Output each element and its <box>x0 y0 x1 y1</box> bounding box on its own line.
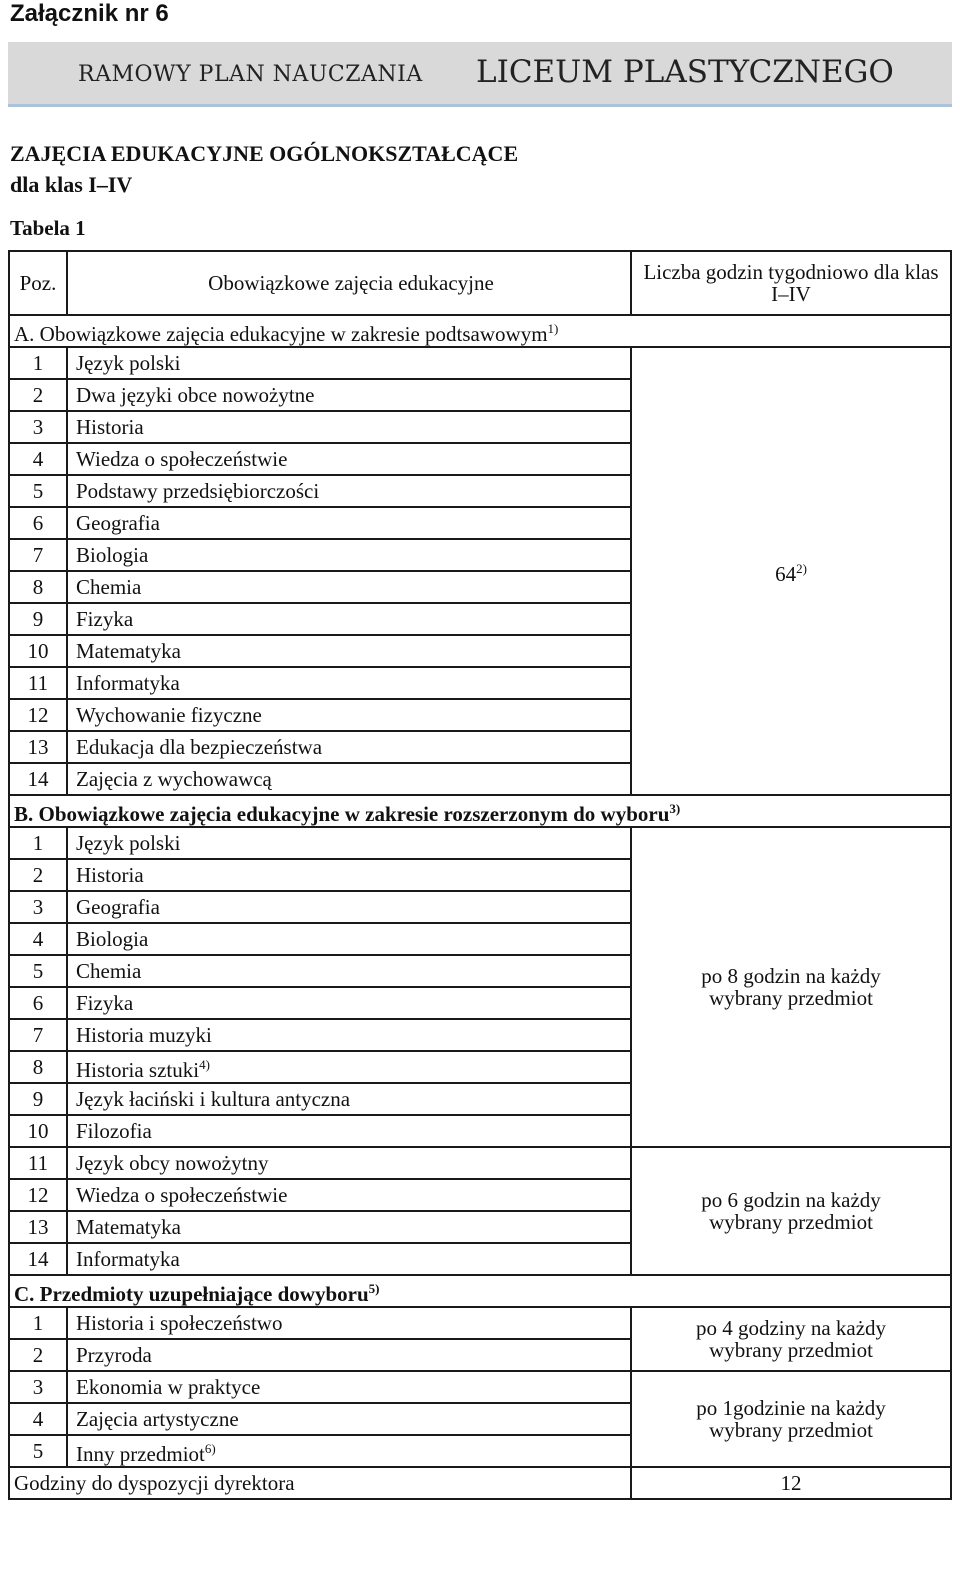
subject-label: Biologia <box>76 543 149 567</box>
table-row <box>9 1307 951 1339</box>
subject-label: Język polski <box>76 351 181 375</box>
row-number: 11 <box>9 1147 67 1179</box>
subject-name <box>67 1211 631 1243</box>
hours-c2 <box>631 1371 951 1467</box>
subject-label: Dwa języki obce nowożytne <box>76 383 315 407</box>
banner-left-text: RAMOWY PLAN NAUCZANIA <box>78 62 423 87</box>
subject-label: Biologia <box>76 927 149 951</box>
heading-line-1: ZAJĘCIA EDUKACYJNE OGÓLNOKSZTAŁCĄCE <box>10 141 519 166</box>
hours-a <box>631 347 951 795</box>
subject-name <box>67 1403 631 1435</box>
subject-label: Matematyka <box>76 639 181 663</box>
subject-name <box>67 603 631 635</box>
row-number: 12 <box>9 699 67 731</box>
footer-label: Godziny do dyspozycji dyrektora <box>9 1467 631 1499</box>
subject-label: Historia sztuki <box>76 1057 200 1082</box>
table-label: Tabela 1 <box>10 216 86 240</box>
section-title-text: C. Przedmioty uzupełniające dowyboru <box>14 1281 369 1306</box>
subject-label: Wiedza o społeczeństwie <box>76 1183 288 1207</box>
subject-name <box>67 1051 631 1083</box>
row-number: 8 <box>9 1051 67 1083</box>
row-number: 9 <box>9 603 67 635</box>
hours-c2-text: po 1godzinie na każdy wybrany przedmiot <box>696 1396 886 1442</box>
row-number: 9 <box>9 1083 67 1115</box>
subject-name <box>67 635 631 667</box>
row-number: 4 <box>9 923 67 955</box>
subject-label: Matematyka <box>76 1215 181 1239</box>
subject-note: 4) <box>199 1056 210 1072</box>
subject-name <box>67 411 631 443</box>
attachment-title: Załącznik nr 6 <box>10 0 169 27</box>
subject-label: Inny przedmiot <box>76 1441 205 1466</box>
subject-label: Informatyka <box>76 1247 180 1271</box>
row-number: 3 <box>9 411 67 443</box>
subject-name <box>67 667 631 699</box>
subject-note: 6) <box>204 1440 216 1456</box>
footer-row <box>9 1467 951 1499</box>
subject-name <box>67 443 631 475</box>
subject-name <box>67 1307 631 1339</box>
subject-name <box>67 379 631 411</box>
subject-name <box>67 507 631 539</box>
row-number: 8 <box>9 571 67 603</box>
row-number: 2 <box>9 859 67 891</box>
hours-c1 <box>631 1307 951 1371</box>
section-note: 1) <box>547 320 559 336</box>
table-row <box>9 827 951 859</box>
subject-label: Podstawy przedsiębiorczości <box>76 479 320 503</box>
subject-label: Ekonomia w praktyce <box>76 1375 261 1399</box>
header-hours: Liczba godzin tygodniowo dla klas I–IV <box>631 251 951 315</box>
subject-label: Wiedza o społeczeństwie <box>76 447 288 471</box>
section-title-a <box>9 315 951 347</box>
subject-name <box>67 539 631 571</box>
subject-label: Informatyka <box>76 671 180 695</box>
plan-banner <box>8 42 952 107</box>
row-number: 4 <box>9 443 67 475</box>
subject-label: Chemia <box>76 575 142 599</box>
subject-label: Fizyka <box>76 991 134 1015</box>
table-row <box>9 1371 951 1403</box>
subject-label: Historia i społeczeństwo <box>76 1311 283 1335</box>
row-number: 5 <box>9 1435 67 1467</box>
subject-name <box>67 955 631 987</box>
section-title-text: A. Obowiązkowe zajęcia edukacyjne w zakresie podtsawowym <box>14 321 548 346</box>
subject-name <box>67 699 631 731</box>
subject-label: Zajęcia z wychowawcą <box>76 767 272 791</box>
banner-right-text: LICEUM PLASTYCZNEGO <box>476 54 894 90</box>
row-number: 7 <box>9 1019 67 1051</box>
subject-name <box>67 1339 631 1371</box>
heading-line-2: dla klas I–IV <box>10 172 133 197</box>
row-number: 3 <box>9 1371 67 1403</box>
subject-name <box>67 1243 631 1275</box>
row-number: 12 <box>9 1179 67 1211</box>
table-row <box>9 1147 951 1179</box>
subject-name <box>67 891 631 923</box>
row-number: 14 <box>9 1243 67 1275</box>
subject-name <box>67 1019 631 1051</box>
hours-a-text: 64 <box>775 561 797 586</box>
curriculum-table <box>8 250 952 1500</box>
subject-label: Historia <box>76 863 144 887</box>
subject-label: Zajęcia artystyczne <box>76 1407 239 1431</box>
section-row-c <box>9 1275 951 1307</box>
row-number: 11 <box>9 667 67 699</box>
header-subjects: Obowiązkowe zajęcia edukacyjne <box>67 251 631 315</box>
row-number: 2 <box>9 379 67 411</box>
subject-label: Geografia <box>76 895 160 919</box>
section-title-text: B. Obowiązkowe zajęcia edukacyjne w zakresie rozszerzonym do wyboru <box>14 801 670 826</box>
subject-name <box>67 1371 631 1403</box>
hours-b1-text: po 8 godzin na każdy wybrany przedmiot <box>701 964 881 1010</box>
subject-label: Geografia <box>76 511 160 535</box>
section-row-a <box>9 315 951 347</box>
subject-label: Przyroda <box>76 1343 152 1367</box>
subject-label: Chemia <box>76 959 142 983</box>
subject-label: Edukacja dla bezpieczeństwa <box>76 735 323 759</box>
row-number: 1 <box>9 347 67 379</box>
row-number: 10 <box>9 1115 67 1147</box>
row-number: 3 <box>9 891 67 923</box>
subject-name <box>67 1179 631 1211</box>
header-poz: Poz. <box>9 251 67 315</box>
footer-value: 12 <box>631 1467 951 1499</box>
subject-label: Fizyka <box>76 607 134 631</box>
hours-c1-text: po 4 godziny na każdy wybrany przedmiot <box>695 1316 887 1362</box>
hours-b2 <box>631 1147 951 1275</box>
row-number: 10 <box>9 635 67 667</box>
subject-name <box>67 827 631 859</box>
row-number: 5 <box>9 475 67 507</box>
subject-name <box>67 859 631 891</box>
row-number: 6 <box>9 987 67 1019</box>
subject-name <box>67 923 631 955</box>
subject-label: Filozofia <box>76 1119 152 1143</box>
subject-name <box>67 763 631 795</box>
row-number: 1 <box>9 827 67 859</box>
hours-a-note: 2) <box>796 560 807 576</box>
row-number: 14 <box>9 763 67 795</box>
hours-b2-text: po 6 godzin na każdy wybrany przedmiot <box>701 1188 881 1234</box>
row-number: 5 <box>9 955 67 987</box>
section-title-b <box>9 795 951 827</box>
subject-label: Język obcy nowożytny <box>76 1151 269 1175</box>
subject-label: Język łaciński i kultura antyczna <box>76 1087 351 1111</box>
subject-name <box>67 1083 631 1115</box>
subject-name <box>67 1115 631 1147</box>
row-number: 2 <box>9 1339 67 1371</box>
row-number: 4 <box>9 1403 67 1435</box>
subject-name <box>67 1435 631 1467</box>
subject-name <box>67 347 631 379</box>
row-number: 13 <box>9 731 67 763</box>
subject-label: Historia <box>76 415 144 439</box>
subject-name <box>67 987 631 1019</box>
row-number: 7 <box>9 539 67 571</box>
subject-label: Historia muzyki <box>76 1023 212 1047</box>
subject-name <box>67 731 631 763</box>
section-note: 5) <box>368 1280 380 1296</box>
row-number: 1 <box>9 1307 67 1339</box>
section-note: 3) <box>669 800 681 816</box>
row-number: 6 <box>9 507 67 539</box>
subject-name <box>67 475 631 507</box>
hours-b1 <box>631 827 951 1147</box>
section-row-b <box>9 795 951 827</box>
table-header-row <box>9 251 951 315</box>
section-heading <box>10 138 518 200</box>
subject-name <box>67 571 631 603</box>
subject-name <box>67 1147 631 1179</box>
section-title-c <box>9 1275 951 1307</box>
subject-label: Wychowanie fizyczne <box>76 703 262 727</box>
subject-label: Język polski <box>76 831 181 855</box>
row-number: 13 <box>9 1211 67 1243</box>
table-row <box>9 347 951 379</box>
